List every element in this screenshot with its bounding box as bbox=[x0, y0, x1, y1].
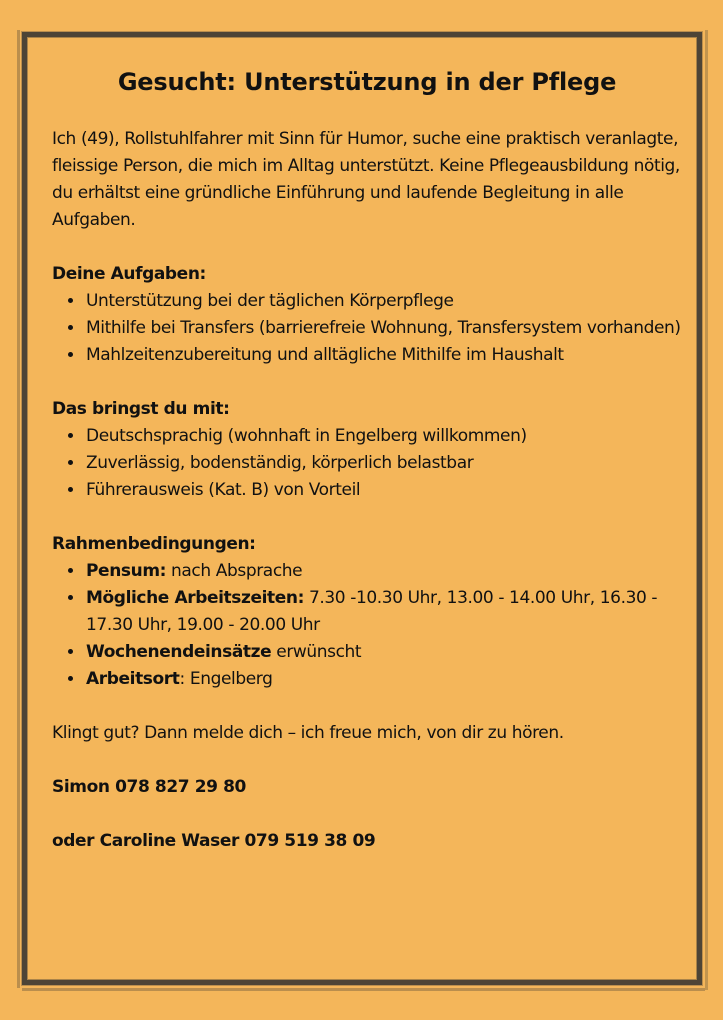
closing-text: Klingt gut? Dann melde dich – ich freue mich, von dir zu hören. bbox=[52, 723, 564, 743]
conditions-section bbox=[52, 531, 682, 693]
frame-edge bbox=[17, 30, 20, 988]
condition-label: Arbeitsort bbox=[86, 669, 180, 689]
contact-caroline: oder Caroline Waser 079 519 38 09 bbox=[52, 831, 376, 851]
list-item bbox=[85, 639, 682, 666]
condition-text: : Engelberg bbox=[179, 669, 273, 689]
conditions-list bbox=[52, 558, 682, 693]
condition-label: Pensum: bbox=[86, 561, 167, 581]
frame-edge bbox=[22, 988, 705, 991]
condition-label: Wochenendeinsätze bbox=[86, 642, 272, 662]
tasks-heading: Deine Aufgaben: bbox=[52, 264, 206, 284]
flyer-content bbox=[52, 64, 682, 882]
list-item: • Zuverlässig, bodenständig, körperlich belastbar bbox=[85, 450, 682, 477]
condition-text: 7.30 -10.30 Uhr, 13.00 - 14.00 Uhr, 16.30 - 17.30 Uhr, 19.00 - 20.00 Uhr bbox=[86, 588, 658, 635]
list-item bbox=[85, 585, 682, 639]
list-item bbox=[85, 558, 682, 585]
page-title: Gesucht: Unterstützung in der Pflege bbox=[117, 68, 617, 96]
condition-label: Mögliche Arbeitszeiten: bbox=[86, 588, 304, 608]
requirements-section bbox=[52, 396, 682, 504]
tasks-list bbox=[52, 288, 682, 369]
intro-paragraph: Ich (49), Rollstuhlfahrer mit Sinn für Humor, suche eine praktisch veranlagte, fleissige Person, die mich im Alltag unterstützt. Keine Pflegeausbildung nötig, du erhältst eine gründliche Einführung und laufende Begleitung in alle Aufgaben. bbox=[52, 129, 680, 230]
requirements-list bbox=[52, 423, 682, 504]
requirements-heading: Das bringst du mit: bbox=[52, 399, 230, 419]
contact-simon: Simon 078 827 29 80 bbox=[52, 777, 246, 797]
tasks-section bbox=[52, 261, 682, 369]
list-item: • Deutschsprachig (wohnhaft in Engelberg willkommen) bbox=[85, 423, 682, 450]
list-item: • Führerausweis (Kat. B) von Vorteil bbox=[85, 477, 682, 504]
list-item bbox=[85, 666, 682, 693]
condition-text: nach Absprache bbox=[166, 561, 303, 581]
list-item: • Mahlzeitenzubereitung und alltägliche Mithilfe im Haushalt bbox=[85, 342, 682, 369]
list-item: • Mithilfe bei Transfers (barrierefreie Wohnung, Transfersystem vorhanden) bbox=[85, 315, 682, 342]
conditions-heading: Rahmenbedingungen: bbox=[52, 534, 256, 554]
list-item: • Unterstützung bei der täglichen Körperpflege bbox=[85, 288, 682, 315]
frame-edge bbox=[705, 30, 708, 990]
condition-text: erwünscht bbox=[271, 642, 362, 662]
